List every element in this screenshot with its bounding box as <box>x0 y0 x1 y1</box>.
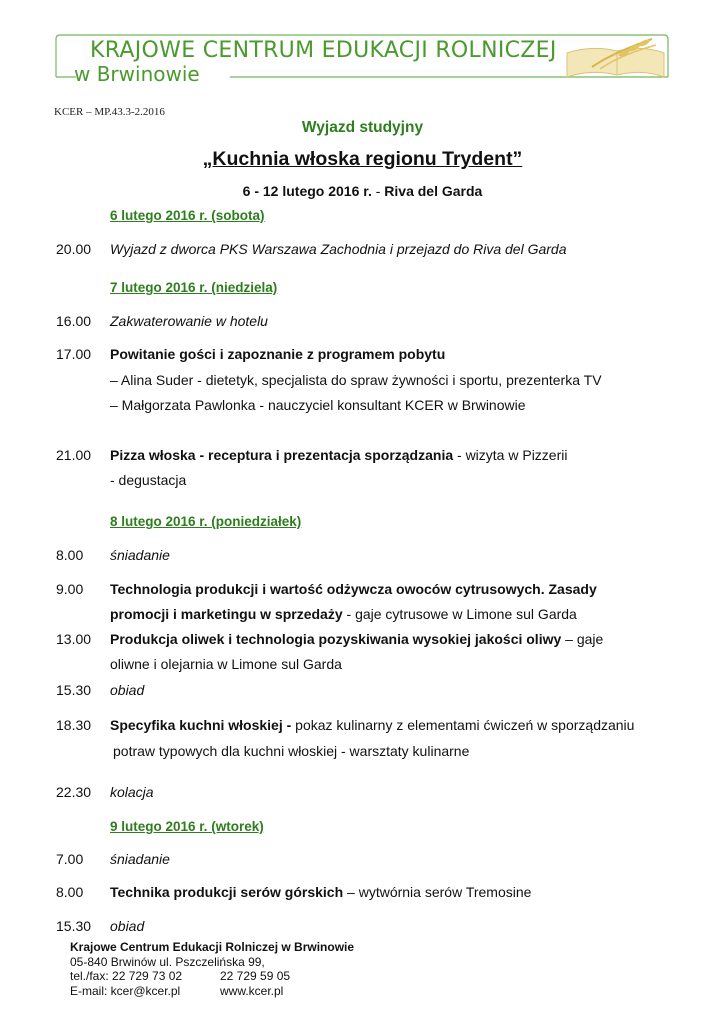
item-text: kolacja <box>110 784 154 800</box>
item-text: - degustacja <box>110 472 187 488</box>
date-separator: - <box>371 183 385 199</box>
item-time: 15.30 <box>56 682 92 698</box>
item-time: 8.00 <box>56 547 84 563</box>
trip-dates <box>0 183 725 199</box>
item-text: potraw typowych dla kuchni włoskiej - warsztaty kulinarne <box>113 743 470 759</box>
item-text: obiad <box>110 682 145 698</box>
book-wheat-logo <box>567 38 664 77</box>
item-time: 21.00 <box>56 447 92 463</box>
item-text <box>110 717 634 733</box>
page-title: „Kuchnia włoska regionu Trydent” <box>202 148 523 170</box>
item-bold-text: Produkcja oliwek i technologia pozyskiwania wysokiej jakości oliwy <box>110 631 562 647</box>
item-bold-text: Pizza włoska - receptura i prezentacja sporządzania <box>110 447 454 463</box>
item-text: oliwne i olejarnia w Limone sul Garda <box>110 656 342 672</box>
item-time: 22.30 <box>56 784 92 800</box>
item-time: 7.00 <box>56 851 84 867</box>
item-text: obiad <box>110 918 145 934</box>
item-text <box>110 606 577 622</box>
item-text <box>110 447 567 463</box>
item-time: 18.30 <box>56 717 92 733</box>
item-rest-text: – gaje <box>561 631 604 647</box>
item-text: Wyjazd z dworca PKS Warszawa Zachodnia i przejazd do Riva del Garda <box>110 241 567 257</box>
item-text: Zakwaterowanie w hotelu <box>110 313 268 329</box>
footer-website-link[interactable]: www.kcer.pl <box>220 983 284 998</box>
day-heading: 6 lutego 2016 r. (sobota) <box>110 208 265 223</box>
item-text: Technologia produkcji i wartość odżywcza owoców cytrusowych. Zasady <box>110 581 597 597</box>
item-time: 16.00 <box>56 313 92 329</box>
date-range: 6 - 12 lutego 2016 r. <box>242 183 372 199</box>
day-heading: 7 lutego 2016 r. (niedziela) <box>110 280 278 295</box>
item-text: Powitanie gości i zapoznanie z programem pobytu <box>110 346 446 362</box>
item-rest-text: - gaje cytrusowe w Limone sul Garda <box>342 606 577 622</box>
header-title-line2: w Brwinowie <box>74 62 200 86</box>
day-heading: 8 lutego 2016 r. (poniedziałek) <box>110 514 302 529</box>
item-time: 9.00 <box>56 581 84 597</box>
item-text <box>110 884 531 900</box>
item-time: 20.00 <box>56 241 92 257</box>
item-bold-text: promocji i marketingu w sprzedaży <box>110 606 343 622</box>
header-title-line1: KRAJOWE CENTRUM EDUKACJI ROLNICZEJ <box>90 38 557 63</box>
footer <box>70 940 354 998</box>
item-rest-text: - wizyta w Pizzerii <box>453 447 568 463</box>
item-text: – Małgorzata Pawlonka - nauczyciel konsultant KCER w Brwinowie <box>110 397 526 413</box>
trip-place: Riva del Garda <box>384 183 483 199</box>
footer-email-link[interactable]: E-mail: kcer@kcer.pl <box>70 983 181 998</box>
item-text: – Alina Suder - dietetyk, specjalista do spraw żywności i sportu, prezenterka TV <box>110 372 602 388</box>
item-bold-text: Specyfika kuchni włoskiej - <box>110 717 292 733</box>
footer-phone: tel./fax: 22 729 73 02 <box>70 969 183 983</box>
item-time: 13.00 <box>56 631 92 647</box>
document-reference: KCER – MP.43.3-2.2016 <box>54 106 165 118</box>
footer-address: 05-840 Brwinów ul. Pszczelińska 99, <box>70 954 265 969</box>
item-time: 15.30 <box>56 918 92 934</box>
footer-phone-2: 22 729 59 05 <box>220 969 291 983</box>
footer-org-name: Krajowe Centrum Edukacji Rolniczej w Brwinowie <box>70 940 355 954</box>
subtitle: Wyjazd studyjny <box>301 119 424 136</box>
item-text <box>110 631 603 647</box>
item-time: 8.00 <box>56 884 84 900</box>
item-bold-text: Technika produkcji serów górskich <box>110 884 344 900</box>
item-rest-text: pokaz kulinarny z elementami ćwiczeń w sporządzaniu <box>291 717 635 733</box>
day-heading: 9 lutego 2016 r. (wtorek) <box>110 819 264 834</box>
item-text: śniadanie <box>110 851 170 867</box>
item-time: 17.00 <box>56 346 92 362</box>
item-rest-text: – wytwórnia serów Tremosine <box>343 884 532 900</box>
item-text: śniadanie <box>110 547 170 563</box>
